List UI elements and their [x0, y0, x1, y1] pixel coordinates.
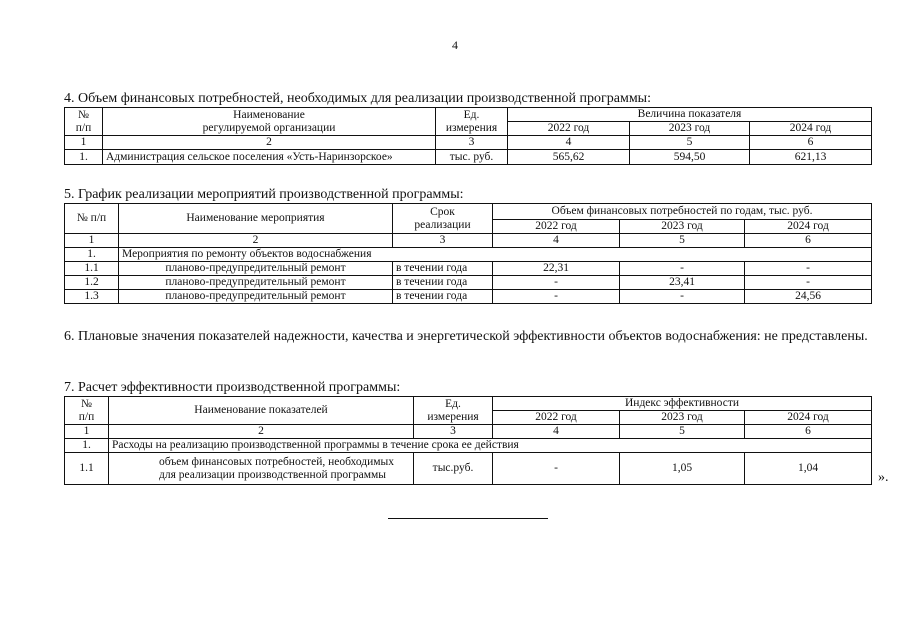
header-indicator-name: Наименование показателей — [109, 397, 414, 425]
table-row: 1.1 планово-предупредительный ремонт в течении года 22,31 - - — [65, 262, 872, 276]
table-row: 1.1 объем финансовых потребностей, необходимых для реализации производственной программы тыс.руб. - 1,05 1,04 — [65, 453, 872, 485]
column-number-row: 1 2 3 4 5 6 — [65, 425, 872, 439]
schedule-table — [64, 203, 872, 304]
header-indicator-value: Величина показателя — [508, 108, 872, 122]
header-financial-volume: Объем финансовых потребностей по годам, тыс. руб. — [493, 204, 872, 220]
group-row: 1. Мероприятия по ремонту объектов водоснабжения — [65, 248, 872, 262]
header-num: № п/п — [65, 397, 109, 425]
efficiency-table — [64, 396, 872, 485]
closing-quote: ». — [878, 470, 889, 485]
financial-needs-table — [64, 107, 872, 165]
section-5-title: 5. График реализации мероприятий производственной программы: — [64, 187, 464, 202]
header-organization: Наименование регулируемой организации — [103, 108, 436, 136]
group-row: 1. Расходы на реализацию производственной программы в течение срока ее действия — [65, 439, 872, 453]
header-year-2022: 2022 год — [493, 220, 620, 234]
table-row: 1.2 планово-предупредительный ремонт в течении года - 23,41 - — [65, 276, 872, 290]
section-7-title: 7. Расчет эффективности производственной программы: — [64, 380, 401, 395]
header-activity-name: Наименование мероприятия — [119, 204, 393, 234]
header-year-2023: 2023 год — [630, 122, 750, 136]
header-year-2024: 2024 год — [750, 122, 872, 136]
table-row: 1.3 планово-предупредительный ремонт в течении года - - 24,56 — [65, 290, 872, 304]
section-6-paragraph: 6. Плановые значения показателей надежности, качества и энергетической эффективности объектов водоснабжения: не представлены. — [64, 329, 868, 344]
header-year-2024: 2024 год — [745, 411, 872, 425]
header-efficiency-index: Индекс эффективности — [493, 397, 872, 411]
header-unit: Ед. измерения — [414, 397, 493, 425]
header-year-2022: 2022 год — [508, 122, 630, 136]
header-year-2022: 2022 год — [493, 411, 620, 425]
column-number-row: 1 2 3 4 5 6 — [65, 136, 872, 150]
header-year-2024: 2024 год — [745, 220, 872, 234]
header-num: № п/п — [65, 204, 119, 234]
page-number: 4 — [452, 38, 458, 52]
header-term: Срок реализации — [393, 204, 493, 234]
column-number-row: 1 2 3 4 5 6 — [65, 234, 872, 248]
header-year-2023: 2023 год — [620, 411, 745, 425]
table-row: 1. Администрация сельское поселения «Усть-Наринзорское» тыс. руб. 565,62 594,50 621,13 — [65, 150, 872, 165]
section-4-title: 4. Объем финансовых потребностей, необходимых для реализации производственной программы: — [64, 91, 651, 106]
header-num: № п/п — [65, 108, 103, 136]
header-year-2023: 2023 год — [620, 220, 745, 234]
separator-line — [388, 518, 548, 519]
header-unit: Ед. измерения — [436, 108, 508, 136]
